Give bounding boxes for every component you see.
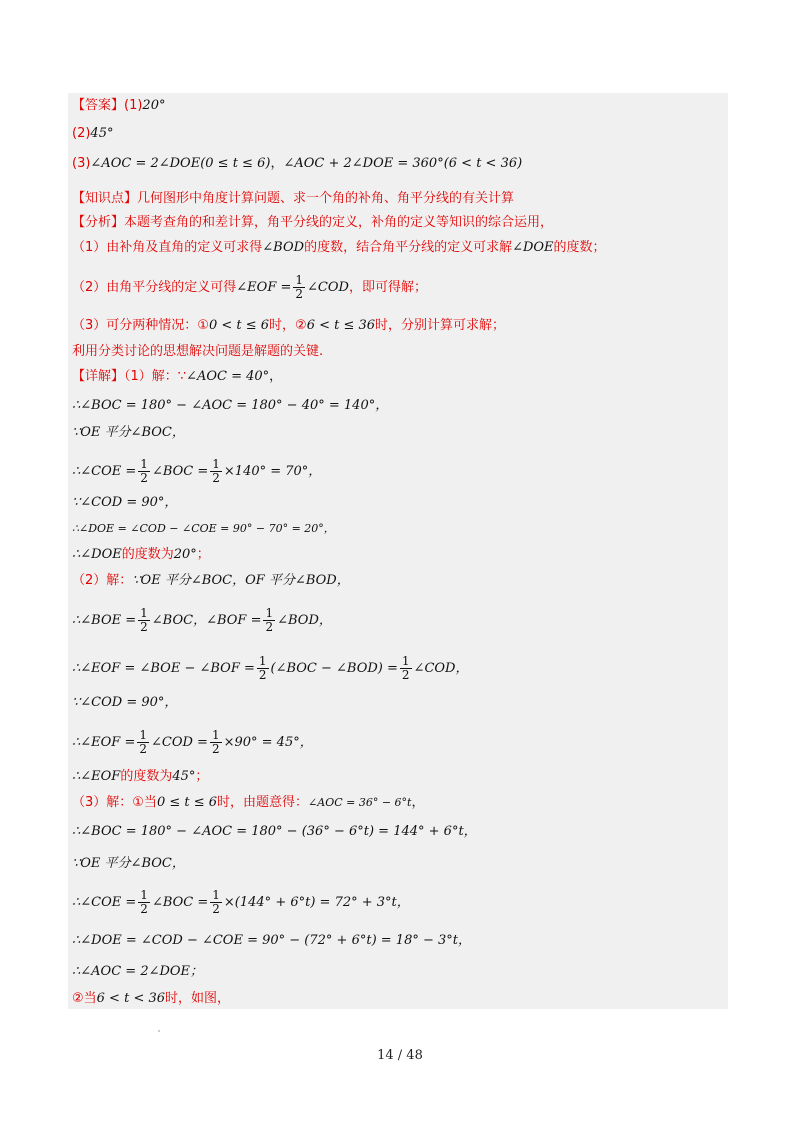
- analysis-intro: 【分析】本题考查角的和差计算，角平分线的定义，补角的定义等知识的综合运用，: [72, 215, 554, 230]
- answer-3a: ∠AOC = 2∠DOE(0 ≤ t ≤ 6): [90, 156, 271, 171]
- detail-line-17: ∴∠COE = $\frac{1}{2}$ ∠BOC = $\frac{1}{2}$ ×(144° + 6°t) = 72° + 3°t，: [72, 888, 410, 916]
- answer-line-3: (3) ∠AOC = 2∠DOE(0 ≤ t ≤ 6) ， ∠AOC + 2∠DOE = 360°(6 < t < 36): [72, 156, 523, 171]
- analysis-p2: （2）由角平分线的定义可得 ∠EOF = $\frac{1}{2}$ ∠COD ，即可得解；: [72, 273, 427, 301]
- analysis-p3: （3）可分两种情况：① 0 < t ≤ 6 时，② 6 < t ≤ 36 时，分别计算可求解；: [72, 318, 506, 333]
- answer-3b: ∠AOC + 2∠DOE = 360°(6 < t < 36): [283, 156, 523, 171]
- answer-2: 45°: [90, 126, 114, 141]
- detail-line-14: （3）解：①当 0 ≤ t ≤ 6 时，由题意得： ∠AOC = 36° − 6°t ，: [72, 795, 425, 810]
- detail-line-8: （2）解： ∵OE 平分∠BOC，OF 平分∠BOD，: [72, 573, 350, 588]
- detail-line-10: ∴∠EOF = ∠BOE − ∠BOF = $\frac{1}{2}$ (∠BOC − ∠BOD) = $\frac{1}{2}$ ∠COD，: [72, 654, 469, 682]
- detail-line-20: ②当 6 < t < 36 时，如图，: [72, 991, 231, 1006]
- detail-line-11: ∵∠COD = 90°，: [72, 695, 178, 710]
- detail-line-13: ∴∠EOF 的度数为 45° ；: [72, 769, 209, 784]
- detail-line-9: ∴∠BOE = $\frac{1}{2}$ ∠BOC，∠BOF = $\frac{1}{2}$ ∠BOD，: [72, 606, 332, 634]
- detail-line-19: ∴∠AOC = 2∠DOE；: [72, 964, 204, 979]
- detail-line-1: 【详解】（1）解：∵ ∠AOC = 40° ，: [72, 369, 283, 384]
- analysis-p1: （1）由补角及直角的定义可求得 ∠BOD 的度数，结合角平分线的定义可求解 ∠DOE 的度数；: [72, 240, 606, 255]
- answer-1: 20°: [142, 98, 166, 113]
- detail-line-16: ∵OE 平分∠BOC，: [72, 856, 185, 871]
- detail-line-2: ∴∠BOC = 180° − ∠AOC = 180° − 40° = 140°，: [72, 398, 389, 413]
- knowledge-points: 【知识点】几何图形中角度计算问题、求一个角的补角、角平分线的有关计算: [72, 191, 515, 206]
- detail-line-4: ∴∠COE = $\frac{1}{2}$ ∠BOC = $\frac{1}{2}$ ×140° = 70°，: [72, 457, 322, 485]
- detail-line-6: ∴∠DOE = ∠COD − ∠COE = 90° − 70° = 20°，: [72, 522, 335, 535]
- answer-line-2: (2) 45°: [72, 126, 114, 141]
- answer-line-1: [72, 97, 165, 115]
- detail-line-15: ∴∠BOC = 180° − ∠AOC = 180° − (36° − 6°t) = 144° + 6°t，: [72, 824, 477, 839]
- detail-line-12: ∴∠EOF = $\frac{1}{2}$ ∠COD = $\frac{1}{2}$ ×90° = 45°，: [72, 728, 313, 756]
- page-mark: [158, 1030, 160, 1032]
- detail-line-7: ∴∠DOE 的度数为 20° ；: [72, 547, 210, 562]
- detail-line-3: ∵OE 平分∠BOC，: [72, 425, 185, 440]
- detail-line-18: ∴∠DOE = ∠COD − ∠COE = 90° − (72° + 6°t) = 18° − 3°t，: [72, 933, 472, 948]
- page-number: 14 / 48: [377, 1048, 423, 1063]
- analysis-p4: 利用分类讨论的思想解决问题是解题的关键.: [72, 344, 324, 359]
- detail-line-5: ∵∠COD = 90°，: [72, 495, 178, 510]
- answer-label: 【答案】(1): [72, 98, 143, 113]
